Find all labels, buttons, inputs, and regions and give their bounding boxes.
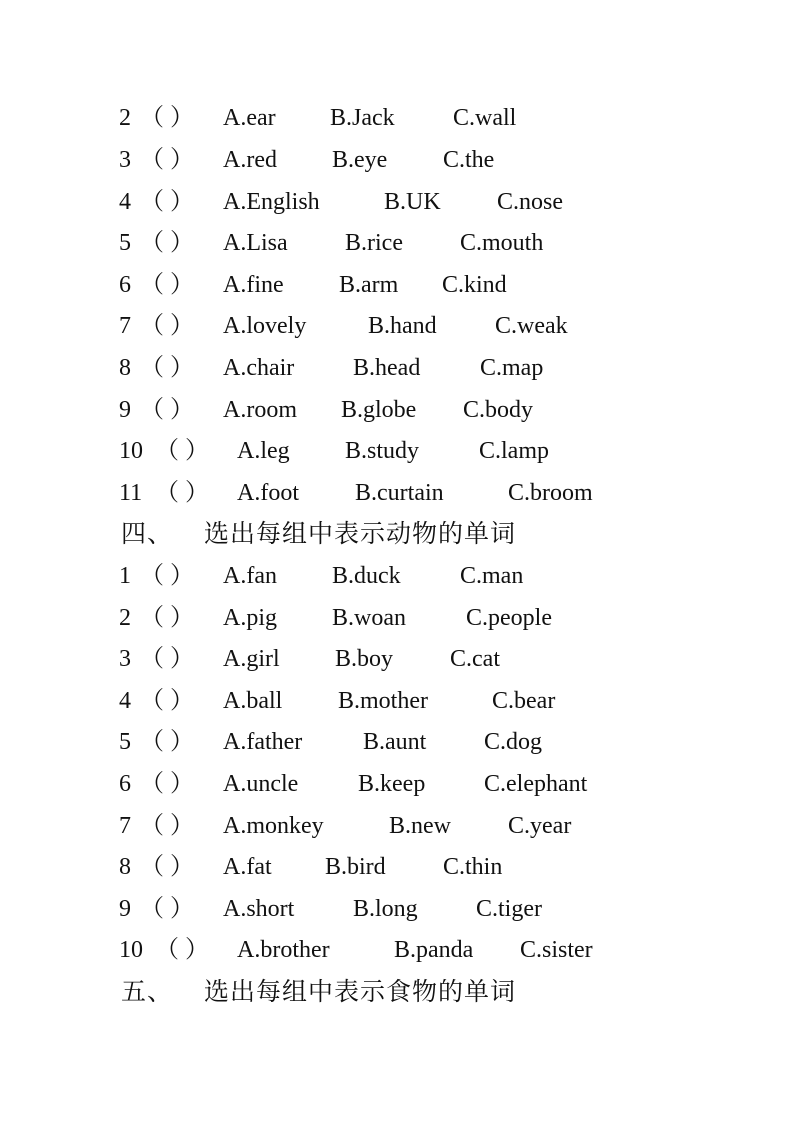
option-b: B.long xyxy=(353,896,418,922)
option-c: C.cat xyxy=(450,646,500,672)
option-b: B.arm xyxy=(339,272,399,298)
section-heading xyxy=(0,971,794,1013)
option-b: B.curtain xyxy=(355,480,444,506)
question-row xyxy=(0,97,794,139)
answer-paren: （ ） xyxy=(140,688,194,714)
option-c: C.broom xyxy=(508,480,593,506)
question-number: 10 xyxy=(119,937,143,963)
option-b: B.bird xyxy=(325,854,386,880)
question-number: 5 xyxy=(119,729,131,755)
option-a: A.short xyxy=(223,896,295,922)
answer-paren: （ ） xyxy=(155,438,209,464)
question-row xyxy=(0,181,794,223)
question-row xyxy=(0,929,794,971)
answer-paren: （ ） xyxy=(140,605,194,631)
option-b: B.hand xyxy=(368,313,437,339)
answer-paren: （ ） xyxy=(140,147,194,173)
option-a: A.pig xyxy=(223,605,277,631)
option-b: B.aunt xyxy=(363,729,427,755)
question-number: 3 xyxy=(119,147,131,173)
answer-paren: （ ） xyxy=(155,937,209,963)
option-c: C.sister xyxy=(520,937,593,963)
option-c: C.mouth xyxy=(460,230,544,256)
question-number: 11 xyxy=(119,480,143,506)
option-b: B.panda xyxy=(394,937,474,963)
question-row xyxy=(0,305,794,347)
option-a: A.monkey xyxy=(223,813,324,839)
question-row xyxy=(0,888,794,930)
option-c: C.dog xyxy=(484,729,543,755)
answer-paren: （ ） xyxy=(140,105,194,131)
answer-paren: （ ） xyxy=(140,646,194,672)
answer-paren: （ ） xyxy=(140,189,194,215)
answer-paren: （ ） xyxy=(155,480,209,506)
question-number: 6 xyxy=(119,771,131,797)
answer-paren: （ ） xyxy=(140,397,194,423)
answer-paren: （ ） xyxy=(140,896,194,922)
section-number: 四、 xyxy=(121,519,174,548)
option-a: A.English xyxy=(223,189,320,215)
question-row xyxy=(0,805,794,847)
question-row xyxy=(0,389,794,431)
option-a: A.uncle xyxy=(223,771,299,797)
option-b: B.keep xyxy=(358,771,426,797)
question-row xyxy=(0,472,794,514)
answer-paren: （ ） xyxy=(140,230,194,256)
option-b: B.Jack xyxy=(330,105,395,131)
option-a: A.girl xyxy=(223,646,280,672)
option-a: A.lovely xyxy=(223,313,307,339)
option-c: C.kind xyxy=(442,272,507,298)
question-row xyxy=(0,222,794,264)
option-c: C.weak xyxy=(495,313,568,339)
question-number: 4 xyxy=(119,189,131,215)
question-row xyxy=(0,846,794,888)
option-a: A.brother xyxy=(237,937,330,963)
section-number: 五、 xyxy=(121,977,174,1006)
answer-paren: （ ） xyxy=(140,313,194,339)
option-c: C.year xyxy=(508,813,572,839)
option-b: B.boy xyxy=(335,646,394,672)
question-row xyxy=(0,597,794,639)
option-b: B.study xyxy=(345,438,420,464)
option-a: A.chair xyxy=(223,355,295,381)
option-b: B.UK xyxy=(384,189,441,215)
option-a: A.fine xyxy=(223,272,284,298)
answer-paren: （ ） xyxy=(140,563,194,589)
answer-paren: （ ） xyxy=(140,355,194,381)
question-number: 8 xyxy=(119,355,131,381)
option-c: C.tiger xyxy=(476,896,542,922)
question-number: 1 xyxy=(119,563,131,589)
option-c: C.body xyxy=(463,397,534,423)
option-a: A.red xyxy=(223,147,277,173)
option-b: B.new xyxy=(389,813,451,839)
question-row xyxy=(0,763,794,805)
option-c: C.the xyxy=(443,147,495,173)
question-number: 2 xyxy=(119,105,131,131)
answer-paren: （ ） xyxy=(140,272,194,298)
section-title: 选出每组中表示食物的单词 xyxy=(204,977,517,1006)
option-c: C.map xyxy=(480,355,544,381)
question-number: 7 xyxy=(119,813,131,839)
answer-paren: （ ） xyxy=(140,771,194,797)
option-c: C.lamp xyxy=(479,438,549,464)
question-row xyxy=(0,264,794,306)
section-title: 选出每组中表示动物的单词 xyxy=(204,519,517,548)
option-c: C.wall xyxy=(453,105,517,131)
option-b: B.head xyxy=(353,355,421,381)
answer-paren: （ ） xyxy=(140,813,194,839)
question-number: 8 xyxy=(119,854,131,880)
option-a: A.room xyxy=(223,397,297,423)
question-row xyxy=(0,680,794,722)
question-number: 10 xyxy=(119,438,143,464)
option-b: B.eye xyxy=(332,147,388,173)
option-a: A.foot xyxy=(237,480,299,506)
question-row xyxy=(0,430,794,472)
option-c: C.bear xyxy=(492,688,556,714)
option-a: A.fan xyxy=(223,563,277,589)
question-number: 9 xyxy=(119,397,131,423)
option-c: C.man xyxy=(460,563,524,589)
question-number: 2 xyxy=(119,605,131,631)
option-a: A.father xyxy=(223,729,303,755)
question-row xyxy=(0,347,794,389)
option-c: C.thin xyxy=(443,854,503,880)
option-b: B.rice xyxy=(345,230,403,256)
question-row xyxy=(0,638,794,680)
answer-paren: （ ） xyxy=(140,854,194,880)
answer-paren: （ ） xyxy=(140,729,194,755)
option-a: A.fat xyxy=(223,854,272,880)
option-b: B.woan xyxy=(332,605,406,631)
question-number: 6 xyxy=(119,272,131,298)
option-c: C.nose xyxy=(497,189,563,215)
option-a: A.ball xyxy=(223,688,283,714)
option-c: C.elephant xyxy=(484,771,588,797)
question-row xyxy=(0,721,794,763)
question-number: 3 xyxy=(119,646,131,672)
option-a: A.leg xyxy=(237,438,290,464)
question-number: 5 xyxy=(119,230,131,256)
option-c: C.people xyxy=(466,605,552,631)
section-heading xyxy=(0,513,794,555)
question-number: 4 xyxy=(119,688,131,714)
question-row xyxy=(0,555,794,597)
option-a: A.Lisa xyxy=(223,230,288,256)
option-b: B.duck xyxy=(332,563,401,589)
option-b: B.globe xyxy=(341,397,417,423)
option-a: A.ear xyxy=(223,105,276,131)
question-number: 7 xyxy=(119,313,131,339)
option-b: B.mother xyxy=(338,688,428,714)
question-number: 9 xyxy=(119,896,131,922)
question-row xyxy=(0,139,794,181)
